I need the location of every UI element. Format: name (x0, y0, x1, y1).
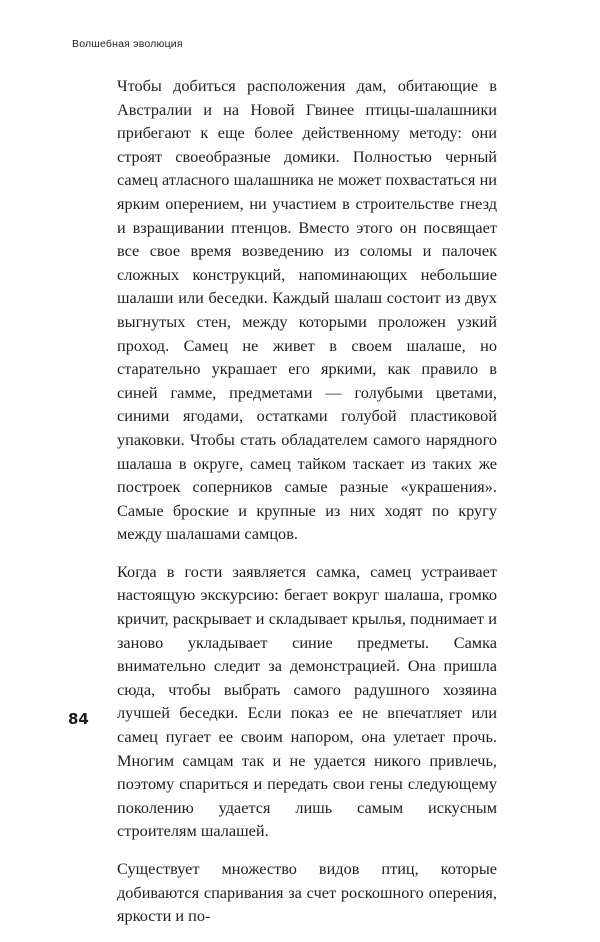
paragraph: Когда в гости заявляется самка, самец устраивает настоящую экскурсию: бегает вокруг шалаша, громко кричит, раскрывает и складывает крылья, поднимает и заново укладывает синие предметы. Самка внимательно следит за демонстрацией. Она пришла сюда, чтобы выбрать самого радушного хозяина лучшей беседки. Если показ ее не впечатляет или самец пугает ее своим напором, она улетает прочь. Многим самцам так и не удается никого привлечь, поэтому спариться и передать свои гены следующему поколению удается лишь самым искусным строителям шалашей. (117, 561, 497, 841)
running-header: Волшебная эволюция (72, 38, 183, 50)
paragraph: Чтобы добиться расположения дам, обитающие в Австралии и на Новой Гвинее птицы-шалашники прибегают к еще более действенному методу: они строят своеобразные домики. Полностью черный самец атласного шалашника не может похвастаться ни ярким оперением, ни участием в строительстве гнезд и взращивании птенцов. Вместо этого он посвящает все свое время возведению из соломы и палочек сложных конструкций, напоминающих небольшие шалаши или беседки. Каждый шалаш состоит из двух выгнутых стен, между которыми проложен узкий проход. Самец не живет в своем шалаше, но старательно украшает его яркими, как правило в синей гамме, предметами — голубыми цветами, синими ягодами, остатками голубой пластиковой упаковки. Чтобы стать обладателем самого нарядного шалаша в округе, самец тайком таскает из таких же построек соперников самые разные «украшения». Самые броские и крупные из них ходят по кругу между шалашами самцов. (117, 76, 497, 544)
body-text (117, 74, 497, 942)
paragraph: Существует множество видов птиц, которые добиваются спаривания за счет роскошного оперения, яркости и по- (117, 859, 497, 926)
page-number: 84 (68, 710, 89, 728)
